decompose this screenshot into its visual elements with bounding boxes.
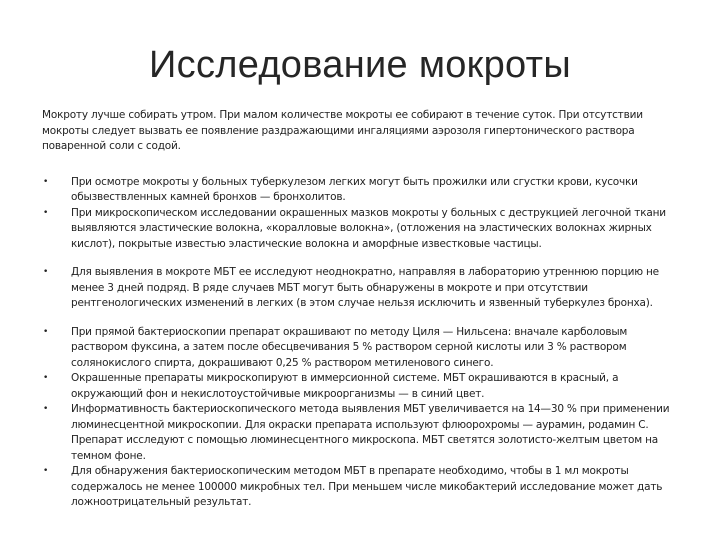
bullet-icon: • xyxy=(43,267,49,277)
bullet-icon: • xyxy=(43,326,49,337)
slide-title: Исследование мокроты xyxy=(149,44,571,86)
bullet-item xyxy=(42,371,682,402)
bullet-text: При микроскопическом исследовании окрашенных мазков мокроты у больных с деструкцией легочной ткани выявляются эластические волокна, «коралловые волокна», (отложения на эластических волокнах жирных кислот), покрытые известью эластические волокна и аморфные известковые частицы. xyxy=(71,206,666,250)
bullet-item xyxy=(42,265,682,312)
bullet-group-1 xyxy=(42,175,682,253)
bullet-group-3 xyxy=(42,325,682,511)
bullet-item xyxy=(42,402,682,464)
intro-paragraph: Мокроту лучше собирать утром. При малом количестве мокроты ее собирают в течение суток. При отсутствии мокроты следует вызвать ее появление раздражающими ингаляциями аэрозоля гипертонического раствора поваренной соли с содой. xyxy=(42,109,643,152)
bullet-item xyxy=(42,206,682,253)
bullet-icon: • xyxy=(43,373,49,383)
bullet-text: Окрашенные препараты микроскопируют в иммерсионной системе. МБТ окрашиваются в красный, а окружающий фон и некислотоустойчивые микроорганизмы — в синий цвет. xyxy=(71,372,619,400)
bullet-text: При прямой бактериоскопии препарат окрашивают по методу Циля — Нильсена: вначале карболовым раствором фуксина, а затем после обесцвечивания 5 % раствором серной кислоты или 3 % раствором солянокислого спирта, докрашивают 0,25 % раствором метиленового синего. xyxy=(71,325,628,369)
slide-body xyxy=(42,108,682,524)
bullet-item xyxy=(42,464,682,511)
bullet-group-2 xyxy=(42,265,682,312)
bullet-icon: • xyxy=(43,207,49,218)
bullet-text: Для обнаружения бактериоскопическим методом МБТ в препарате необходимо, чтобы в 1 мл мокроты содержалось не менее 100000 микробных тел. При меньшем числе микобактерий исследование может дать ложноотрицательный результат. xyxy=(71,465,663,508)
bullet-icon: • xyxy=(43,404,49,414)
bullet-text: Информативность бактериоскопического метода выявления МБТ увеличивается на 14—30 % при применении люминесцентной микроскопии. Для окраски препарата используют флюорохромы — аурамин, родамин С. Препарат исследуют с помощью люминесцентного микроскопа. МБТ светятся золотисто-желтым цветом на темном фоне. xyxy=(71,403,670,462)
bullet-item xyxy=(42,175,682,206)
bullet-item xyxy=(42,325,682,372)
bullet-icon: • xyxy=(43,466,49,476)
bullet-icon: • xyxy=(43,176,49,187)
bullet-text: Для выявления в мокроте МБТ ее исследуют неоднократно, направляя в лабораторию утреннюю порцию не менее 3 дней подряд. В ряде случаев МБТ могут быть обнаружены в мокроте и при отсутствии рентгенологических изменений в легких (в этом случае нельзя исключить и язвенный туберкулез бронха). xyxy=(71,266,659,309)
bullet-text: При осмотре мокроты у больных туберкулезом легких могут быть прожилки или сгустки крови, кусочки обызвествленных камней бронхов — бронхолитов. xyxy=(71,175,638,203)
